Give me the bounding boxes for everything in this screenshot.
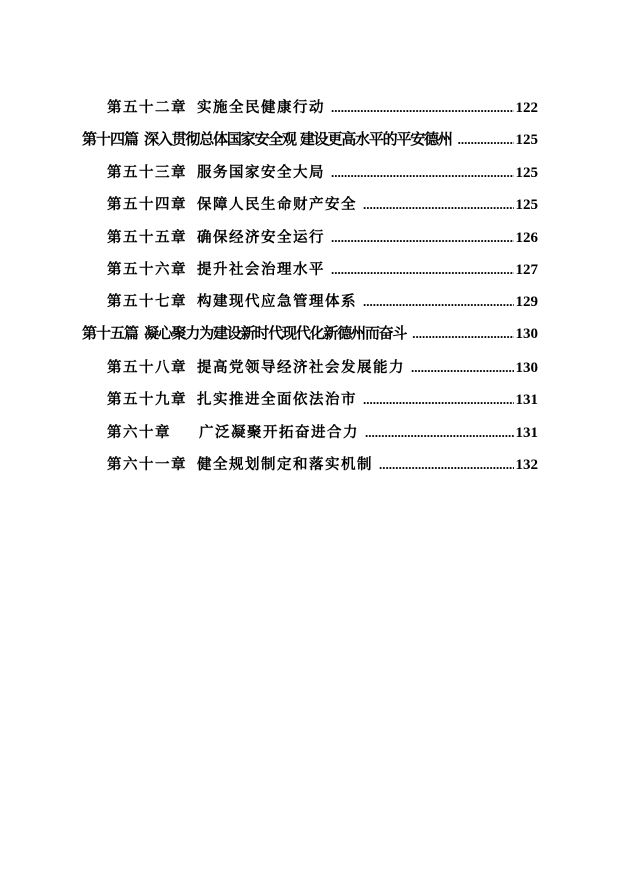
toc-entry-chapter-61[interactable] [107, 453, 538, 474]
toc-entry-chapter-56[interactable] [107, 258, 538, 279]
toc-entry-chapter-55[interactable] [107, 226, 538, 247]
toc-entry-chapter-59[interactable] [107, 388, 538, 409]
page-number: 132 [515, 457, 538, 473]
page-number: 126 [515, 230, 538, 246]
chapter-title: 提高党领导经济社会发展能力 [197, 359, 405, 376]
chapter-number: 第五十二章 [107, 99, 187, 116]
chapter-title: 服务国家安全大局 [197, 164, 325, 181]
chapter-title: 扎实推进全面依法治市 [197, 391, 357, 408]
dot-leader [458, 132, 514, 148]
dot-leader [365, 425, 514, 441]
toc-entry-part-15[interactable] [82, 322, 538, 343]
chapter-number: 第五十四章 [107, 196, 187, 213]
page-number: 125 [515, 197, 538, 213]
toc-entry-chapter-58[interactable] [107, 356, 538, 377]
chapter-number: 第五十六章 [107, 261, 187, 278]
dot-leader [363, 294, 514, 310]
chapter-number: 第五十八章 [107, 359, 187, 376]
part-title: 深入贯彻总体国家安全观 建设更高水平的平安德州 [144, 130, 452, 148]
part-number: 第十四篇 [82, 130, 139, 148]
toc-entry-chapter-60[interactable] [107, 421, 538, 442]
page-number: 130 [515, 360, 538, 376]
dot-leader [412, 326, 513, 342]
page-number: 130 [515, 326, 538, 342]
page-number: 131 [515, 392, 538, 408]
page-number: 127 [515, 262, 538, 278]
chapter-number: 第五十七章 [107, 293, 187, 310]
page-number: 129 [515, 294, 538, 310]
chapter-number: 第五十三章 [107, 164, 187, 181]
page-number: 131 [515, 425, 538, 441]
part-number: 第十五篇 [82, 324, 139, 342]
chapter-title: 提升社会治理水平 [197, 261, 325, 278]
dot-leader [363, 392, 514, 408]
chapter-number: 第六十一章 [107, 456, 187, 473]
chapter-title: 保障人民生命财产安全 [197, 196, 357, 213]
dot-leader [363, 197, 514, 213]
part-title: 凝心聚力为建设新时代现代化新德州而奋斗 [144, 324, 407, 342]
chapter-number: 第六十章 [107, 424, 171, 441]
toc-entry-chapter-54[interactable] [107, 193, 538, 214]
toc-entry-part-14[interactable] [82, 128, 538, 149]
page-number: 125 [515, 132, 538, 148]
page-number: 122 [515, 100, 538, 116]
dot-leader [331, 100, 514, 116]
page-number: 125 [515, 165, 538, 181]
dot-leader [411, 360, 514, 376]
dot-leader [331, 165, 514, 181]
chapter-title: 广泛凝聚开拓奋进合力 [199, 424, 359, 441]
chapter-number: 第五十五章 [107, 229, 187, 246]
dot-leader [379, 457, 514, 473]
toc-entry-chapter-52[interactable] [107, 96, 538, 117]
dot-leader [331, 230, 514, 246]
dot-leader [331, 262, 514, 278]
chapter-number: 第五十九章 [107, 391, 187, 408]
chapter-title: 实施全民健康行动 [197, 99, 325, 116]
toc-entry-chapter-57[interactable] [107, 290, 538, 311]
chapter-title: 确保经济安全运行 [197, 229, 325, 246]
toc-entry-chapter-53[interactable] [107, 161, 538, 182]
chapter-title: 构建现代应急管理体系 [197, 293, 357, 310]
chapter-title: 健全规划制定和落实机制 [197, 456, 373, 473]
